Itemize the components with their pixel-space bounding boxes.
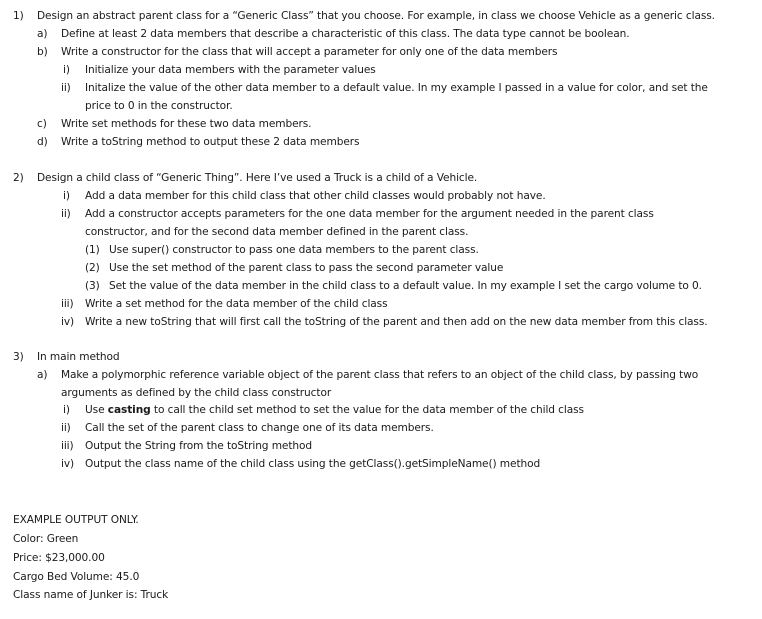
section-1d-text: Write a toString method to output these 2 data members — [61, 136, 360, 148]
section-1b-i-number: i) — [63, 64, 70, 76]
example-line-cargo: Cargo Bed Volume: 45.0 — [13, 571, 140, 583]
section-3a-iii-text: Output the String from the toString method — [85, 440, 313, 452]
section-2-ii-3-text: Set the value of the data member in the child class to a default value. In my example I set the cargo volume to 0. — [109, 280, 702, 292]
section-1c-text: Write set methods for these two data members. — [61, 118, 312, 130]
section-1b-text: Write a constructor for the class that will accept a parameter for only one of the data members — [61, 46, 558, 58]
section-1-text: Design an abstract parent class for a “Generic Class” that you choose. For example, in class we choose Vehicle as a generic class. — [37, 10, 715, 22]
section-1b-ii-text-line2: price to 0 in the constructor. — [85, 100, 233, 112]
section-3a-i-number: i) — [63, 404, 70, 416]
section-2-iii-number: iii) — [61, 298, 74, 310]
section-1b-ii-number: ii) — [61, 82, 71, 94]
section-3a-iv-number: iv) — [61, 458, 75, 470]
section-3a-text-line1: Make a polymorphic reference variable object of the parent class that refers to an object of the child class, by passing two — [61, 369, 699, 381]
section-3-text: In main method — [37, 351, 120, 363]
section-2-i-text: Add a data member for this child class that other child classes would probably not have. — [85, 190, 546, 202]
section-3a-ii-text: Call the set of the parent class to change one of its data members. — [85, 422, 434, 434]
section-2-number: 2) — [13, 172, 24, 184]
section-2-ii-2-text: Use the set method of the parent class to pass the second parameter value — [109, 262, 504, 274]
section-2-text: Design a child class of “Generic Thing”. Here I’ve used a Truck is a child of a Vehicle. — [37, 172, 478, 184]
section-1b-number: b) — [37, 46, 48, 58]
section-3a-iv-text: Output the class name of the child class using the getClass().getSimpleName() method — [85, 458, 541, 470]
section-2-iv-number: iv) — [61, 316, 75, 328]
section-3-number: 3) — [13, 351, 24, 363]
section-1a-text: Define at least 2 data members that describe a characteristic of this class. The data type cannot be boolean. — [61, 28, 630, 40]
section-2-ii-2-number: (2) — [85, 262, 100, 274]
section-1b-i-text: Initialize your data members with the parameter values — [85, 64, 376, 76]
section-2-ii-text-line2: constructor, and for the second data member defined in the parent class. — [85, 226, 469, 238]
section-1c-number: c) — [37, 118, 47, 130]
section-3a-ii-number: ii) — [61, 422, 71, 434]
section-2-ii-1-text: Use super() constructor to pass one data members to the parent class. — [109, 244, 479, 256]
section-2-i-number: i) — [63, 190, 70, 202]
section-3a-number: a) — [37, 369, 48, 381]
section-3a-iii-number: iii) — [61, 440, 74, 452]
section-3a-i-bold: casting — [107, 404, 151, 416]
example-heading: EXAMPLE OUTPUT ONLY. — [13, 514, 139, 526]
section-3a-i-text — [85, 403, 584, 417]
section-1b-ii-text-line1: Initalize the value of the other data member to a default value. In my example I passed in a value for color, and set the — [85, 82, 708, 94]
section-2-ii-text-line1: Add a constructor accepts parameters for the one data member for the argument needed in the parent class — [85, 208, 654, 220]
section-2-ii-3-number: (3) — [85, 280, 100, 292]
section-2-ii-1-number: (1) — [85, 244, 100, 256]
section-2-iv-text: Write a new toString that will first call the toString of the parent and then add on the new data member from this class. — [85, 316, 708, 328]
section-1a-number: a) — [37, 28, 48, 40]
section-2-ii-number: ii) — [61, 208, 71, 220]
section-3a-i-pre: Use — [85, 404, 108, 416]
section-1-number: 1) — [13, 10, 24, 22]
example-line-color: Color: Green — [13, 533, 79, 545]
example-line-classname: Class name of Junker is: Truck — [13, 589, 169, 601]
section-2-iii-text: Write a set method for the data member of the child class — [85, 298, 388, 310]
example-line-price: Price: $23,000.00 — [13, 552, 105, 564]
section-3a-text-line2: arguments as defined by the child class constructor — [61, 387, 332, 399]
section-3a-i-post: to call the child set method to set the value for the data member of the child class — [150, 404, 584, 416]
section-1d-number: d) — [37, 136, 48, 148]
